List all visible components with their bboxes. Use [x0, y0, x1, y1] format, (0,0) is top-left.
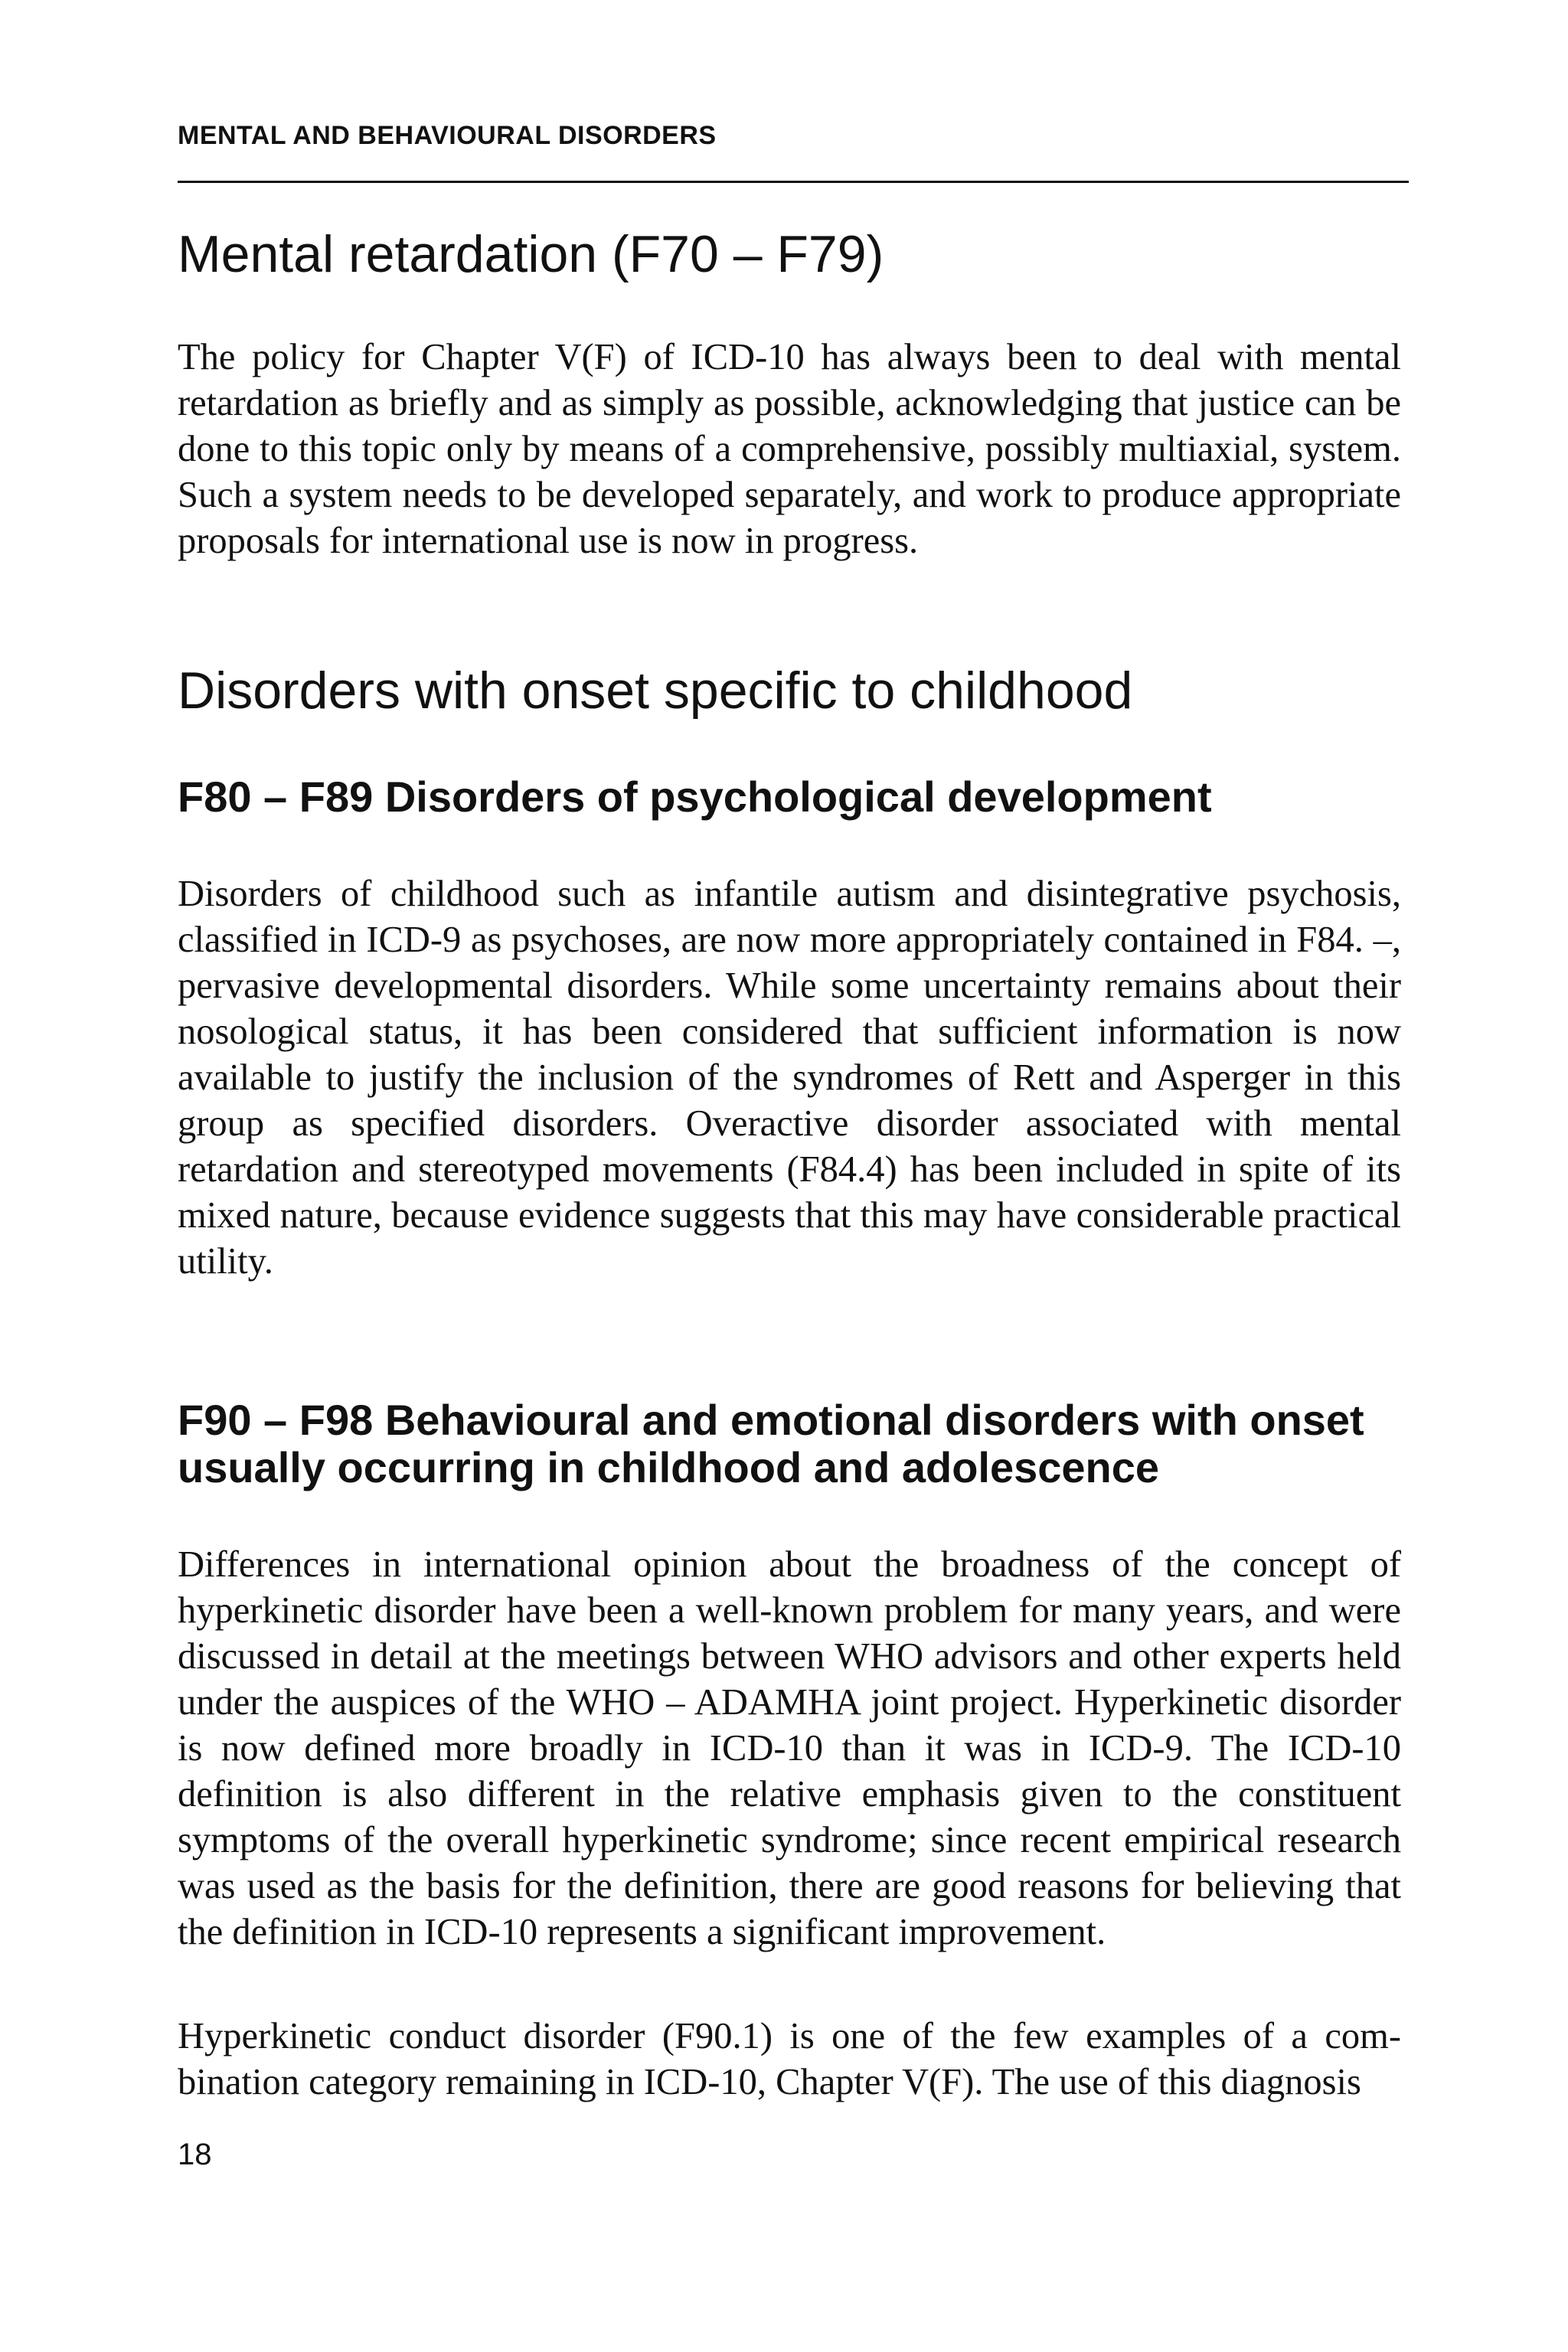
paragraph-mental-retardation: The policy for Chapter V(F) of ICD-10 has always been to deal with mental retardation as briefly and as simply as possible, acknowledging that justice can be done to this topic only by means of a comprehensive, possibly multiaxial, system. Such a system needs to be developed separately, and work to produce appropriate proposals for international use is now in progress.: [178, 337, 1401, 561]
paragraph-f90-f98-1: Differences in international opinion about the broadness of the concept of hyperkinetic disorder have been a well-known problem for many years, and were discussed in detail at the meetings between WHO advisors and other experts held under the auspices of the WHO – ADAMHA joint project. Hyperkinetic disorder is now defined more broadly in ICD-10 than it was in ICD-9. The ICD-10 definition is also different in the relative emphasis given to the constituent symptoms of the overall hyperkinetic syndrome; since recent empirical research was used as the basis for the definition, there are good reasons for believing that the definition in ICD-10 represents a significant improvement.: [178, 1544, 1401, 1952]
header-rule: [178, 181, 1409, 183]
section-title-mental-retardation: Mental retardation (F70 – F79): [178, 225, 884, 283]
paragraph-f90-f98-2: Hyperkinetic conduct disorder (F90.1) is one of the few examples of a combination category remaining in ICD-10, Chapter V(F). The use of this diagnosis: [178, 2016, 1401, 2102]
running-head: MENTAL AND BEHAVIOURAL DISORDERS: [178, 121, 717, 150]
subsection-title-f80-f89: F80 – F89 Disorders of psychological development: [178, 773, 1212, 821]
page-number: 18: [178, 2138, 212, 2171]
subsection-title-f90-f98: F90 – F98 Behavioural and emotional disorders with onset usually occurring in childhood and adolescence: [178, 1396, 1364, 1491]
paragraph-f80-f89: Disorders of childhood such as infantile autism and disintegrative psychosis, classified in ICD-9 as psychoses, are now more appropriately contained in F84. –, pervasive developmental disorders. While some uncertainty remains about their nosological status, it has been considered that sufficient information is now available to justify the inclusion of the syndromes of Rett and Asperger in this group as specified disorders. Overactive disorder associated with mental retardation and stereotyped movements (F84.4) has been included in spite of its mixed nature, because evidence suggests that this may have considerable practical utility.: [178, 874, 1401, 1282]
section-title-childhood-disorders: Disorders with onset specific to childhood: [178, 662, 1133, 720]
